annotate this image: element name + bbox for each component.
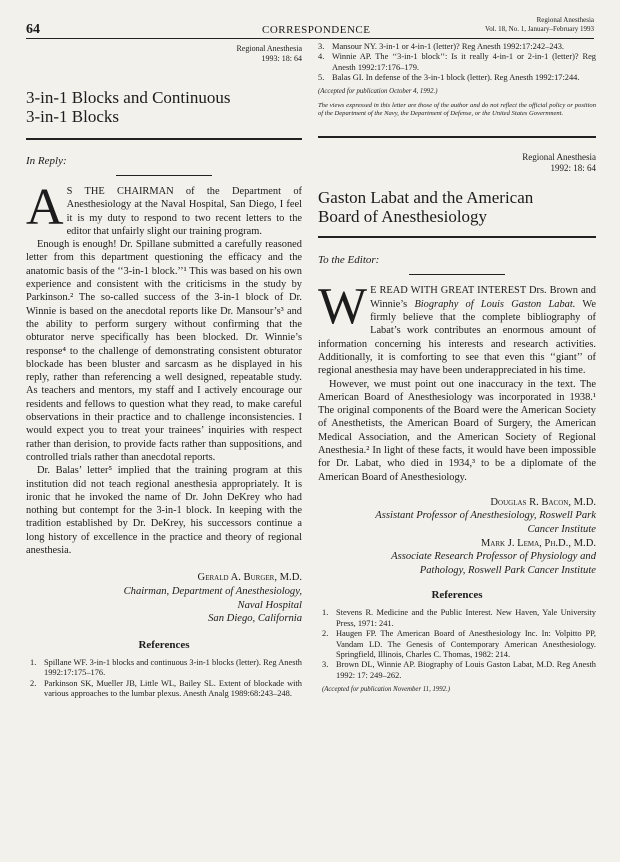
letter2-accepted-note: (Accepted for publication November 11, 1992.) xyxy=(322,686,451,694)
letter1-paragraph-3: Dr. Balas’ letter⁵ implied that the training program at this institution did not teach regional anesthesia appropriately. It is ironic that he invoked the name of Dr. John DeKrey who had nothing but contempt for the 3-in-1 block. In keeping with the tradition established by Dr. DeKrey, his successors continue a long history of excellence in the practice and theory of regional anesthesia. xyxy=(26,465,302,557)
letter2-title-line1: Gaston Labat and the American xyxy=(318,188,534,208)
letter2-cite-journal: Regional Anesthesia xyxy=(522,152,596,163)
letter2-title xyxy=(318,188,596,226)
letter2-paragraph-1-text-b: We firmly believe that the complete bibliography of Labat’s work contributes an enormous amount of information concerning his interests and research activities. Additionally, it is comforting to see that even this ‘‘giant’’ of regional anesthesia may have been underappreciated in his time. xyxy=(318,298,596,377)
reference-number: 3. xyxy=(318,42,325,51)
reference-number: 2. xyxy=(322,629,329,639)
journal-volume: Vol. 18, No. 1, January–February 1993 xyxy=(485,25,594,33)
letter2-body xyxy=(318,278,596,483)
letter1-accepted-note: (Accepted for publication October 4, 1992.) xyxy=(318,87,438,95)
reference-number: 1. xyxy=(30,657,37,667)
reference-text: Stevens R. Medicine and the Public Interest. New Haven, Yale University Press, 1971: 241. xyxy=(336,608,596,628)
letter1-title-rule xyxy=(26,138,302,140)
letter2-author1-institution: Cancer Institute xyxy=(527,524,596,536)
letter2-paragraph-1-text-a: E READ WITH GREAT INTEREST Drs. Brown and Winnie’s xyxy=(370,285,596,310)
letter1-salutation: In Reply: xyxy=(26,155,67,167)
letter2-paragraph-1 xyxy=(318,278,596,377)
journal-info xyxy=(470,16,594,34)
reference-number: 2. xyxy=(30,678,37,688)
reference-item xyxy=(322,629,596,660)
letter1-dropcap: A xyxy=(26,179,64,236)
article-separator-rule xyxy=(318,136,596,138)
letter2-references xyxy=(318,608,596,681)
letter1-paragraph-1-text: S THE CHAIRMAN of the Department of Anesthesiology at the Naval Hospital, San Diego, I feel it is my duty to respond to two recent letters to the editor that unfairly slight our training program. xyxy=(66,186,302,237)
letter1-references xyxy=(26,658,302,700)
letter2-author1-name: Douglas R. Bacon, M.D. xyxy=(490,496,596,508)
reference-item xyxy=(318,42,596,52)
letter1-author-location: San Diego, California xyxy=(208,613,302,625)
letter2-author2-institution: Pathology, Roswell Park Cancer Institute xyxy=(419,564,596,576)
letter2-cite-volume: 1992: 18: 64 xyxy=(550,163,596,174)
reference-item xyxy=(318,52,596,73)
reference-item xyxy=(318,73,596,83)
left-column xyxy=(26,44,302,699)
letter1-signature xyxy=(26,571,302,625)
letter1-references-heading: References xyxy=(138,638,190,651)
letter1-paragraph-1 xyxy=(26,179,302,238)
letter1-author-institution: Naval Hospital xyxy=(237,599,302,611)
letter2-title-rule xyxy=(318,236,596,238)
letter1-title-line1: 3-in-1 Blocks and Continuous xyxy=(26,88,231,107)
section-heading: CORRESPONDENCE xyxy=(262,24,371,36)
letter2-book-title: Biography of Louis Gaston Labat. xyxy=(414,298,576,310)
letter2-author2-title: Associate Research Professor of Physiology and xyxy=(391,551,596,563)
reference-text: Haugen FP. The American Board of Anesthesiology Inc. In: Volpitto PP, Vandam LD. The Genesis of Contemporary American Anesthesiology. Springfield, Illinois, Charles C. Thomas, 1982: 214. xyxy=(336,629,596,660)
letter1-cite-volume: 1993: 18: 64 xyxy=(261,54,302,63)
letter1-author-name: Gerald A. Burger, M.D. xyxy=(197,572,302,584)
reference-number: 5. xyxy=(318,73,325,83)
disclaimer-note: The views expressed in this letter are those of the author and do not reflect the official policy or position of the Department of the Navy, the Department of Defense, or the United States Government. xyxy=(318,102,596,118)
letter2-references-heading: References xyxy=(431,589,483,602)
letter1-body xyxy=(26,179,302,557)
letter2-author1-title: Assistant Professor of Anesthesiology, Roswell Park xyxy=(375,510,596,522)
reference-text: Brown DL, Winnie AP. Biography of Louis Gaston Labat, M.D. Reg Anesth 1992: 17: 249–262. xyxy=(336,660,596,680)
letter1-references-continued xyxy=(318,42,596,84)
reference-text: Winnie AP. The ‘‘3-in-1 block’’: Is it really 4-in-1 or 2-in-1 (letter)? Reg Anesth 1992:17:176–179. xyxy=(332,52,596,72)
header-rule xyxy=(26,38,594,39)
reference-text: Mansour NY. 3-in-1 or 4-in-1 (letter)? Reg Anesth 1992:17:242–243. xyxy=(332,42,564,51)
letter1-salutation-rule xyxy=(116,175,212,176)
letter2-author2-name: Mark J. Lema, Ph.D., M.D. xyxy=(480,537,596,549)
journal-name: Regional Anesthesia xyxy=(536,16,594,24)
letter2-title-line2: Board of Anesthesiology xyxy=(318,207,488,227)
letter2-paragraph-2: However, we must point out one inaccuracy in the text. The American Board of Anesthesiology was incorporated in 1938.¹ The original components of the Board were the American Society of Anesthetists, the American Board of Surgery, the American Medical Association, and the American Society of Regional Anesthesia.² In light of these facts, it would have been impossible for Dr. Labat, who died in 1934,³ to be a diplomate of the American Board of Anesthesiology. xyxy=(318,378,596,483)
page-number: 64 xyxy=(26,22,40,37)
reference-text: Parkinson SK, Mueller JB, Little WL, Bailey SL. Extent of blockade with various approaches to the lumbar plexus. Anesth Analg 1989:68:243–248. xyxy=(44,678,302,698)
letter1-title xyxy=(26,88,302,126)
letter1-cite-journal: Regional Anesthesia xyxy=(236,44,302,53)
letter2-dropcap: W xyxy=(318,278,368,336)
letter2-citation xyxy=(318,152,596,174)
letter1-author-title: Chairman, Department of Anesthesiology, xyxy=(123,585,302,597)
reference-text: Balas GI. In defense of the 3-in-1 block (letter). Reg Anesth 1992:17:244. xyxy=(332,73,580,83)
reference-text: Spillane WF. 3-in-1 blocks and continuous 3-in-1 blocks (letter). Reg Anesth 1992:17:175–176. xyxy=(44,657,302,678)
reference-number: 3. xyxy=(322,660,329,670)
letter2-salutation-rule xyxy=(409,274,505,275)
reference-item xyxy=(322,660,596,681)
letter1-title-line2: 3-in-1 Blocks xyxy=(26,107,120,126)
reference-item xyxy=(30,679,302,700)
letter1-citation xyxy=(26,44,302,64)
reference-item xyxy=(322,608,596,629)
reference-number: 1. xyxy=(322,608,329,618)
reference-number: 4. xyxy=(318,52,325,62)
letter2-salutation: To the Editor: xyxy=(318,254,380,267)
right-column xyxy=(318,44,596,695)
letter2-signatures xyxy=(318,496,596,578)
letter1-paragraph-2: Enough is enough! Dr. Spillane submitted a carefully reasoned letter from this department questioning the efficacy and the anatomic basis of the ‘‘3-in-1 block.’’¹ This was based on his own experience and consistent with the criticisms in the study by Parkinson.² The so-called success of the 3-in-1 block of Dr. Winnie is based on the anecdotal reports like Dr. Mansour’s³ and the ability to perform surgery without confirming that the obturator nerve specifically has been blocked. Dr. Winnie’s response⁴ to the challenge of demonstrating consistent obturator blockade has been bluster and sarcasm as he displayed in his reply, rather than referencing a well designed, repeatable study. As teachers and mentors, my staff and I actively encourage our residents and fellows to question what they read, to make careful observations in their practice and to challenge inconsistencies. I would expect you to treat your trainees’ inquiries with respect rather than derision, to provide facts rather than suppositions, and controlled trials rather than anecdotal reports. xyxy=(26,239,302,463)
reference-item xyxy=(30,658,302,679)
